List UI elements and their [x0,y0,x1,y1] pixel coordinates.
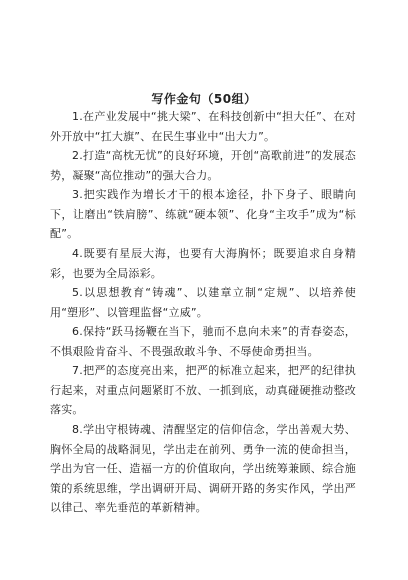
paragraph-4: 4.既要有星辰大海，也要有大海胸怀；既要追求自身精彩，也要为全局添彩。 [50,247,356,280]
paragraph-3: 3.把实践作为增长才干的根本途径，扑下身子、眼睛向下，让磨出“铁肩膀”、练就“硬本领”、化身“主攻手”成为“标配”。 [50,188,356,240]
paragraph-7: 7.把严的态度亮出来，把严的标准立起来，把严的纪律执行起来，对重点问题紧盯不放、一抓到底，动真碰硬推动整改落实。 [50,364,356,416]
paragraph-2: 2.打造“高枕无忧”的良好环境，开创“高歌前进”的发展态势，凝聚“高位推动”的强大合力。 [50,149,356,182]
paragraph-5: 5.以思想教育“铸魂”、以建章立制“定规”、以培养使用“塑形”、以管理监督“立威”。 [50,286,356,319]
paragraph-8: 8.学出守根铸魂、清醒坚定的信仰信念，学出善观大势、胸怀全局的战略洞见，学出走在前列、勇争一流的使命担当，学出为官一任、造福一方的价值取向，学出统筹兼顾、综合施策的系统思维，学出调研开局、调研开路的务实作风，学出严以律己、率先垂范的革新精神。 [50,423,356,514]
paragraph-1: 1.在产业发展中“挑大梁”、在科技创新中“担大任”、在对外开放中“扛大旗”、在民生事业中“出大力”。 [50,110,356,143]
document-title: 写作金句（50组） [151,92,257,106]
paragraph-6: 6.保持“跃马扬鞭在当下，驰而不息向未来”的青春姿态，不惧艰险肯奋斗、不畏强敌敢斗争、不辱使命勇担当。 [50,325,356,358]
